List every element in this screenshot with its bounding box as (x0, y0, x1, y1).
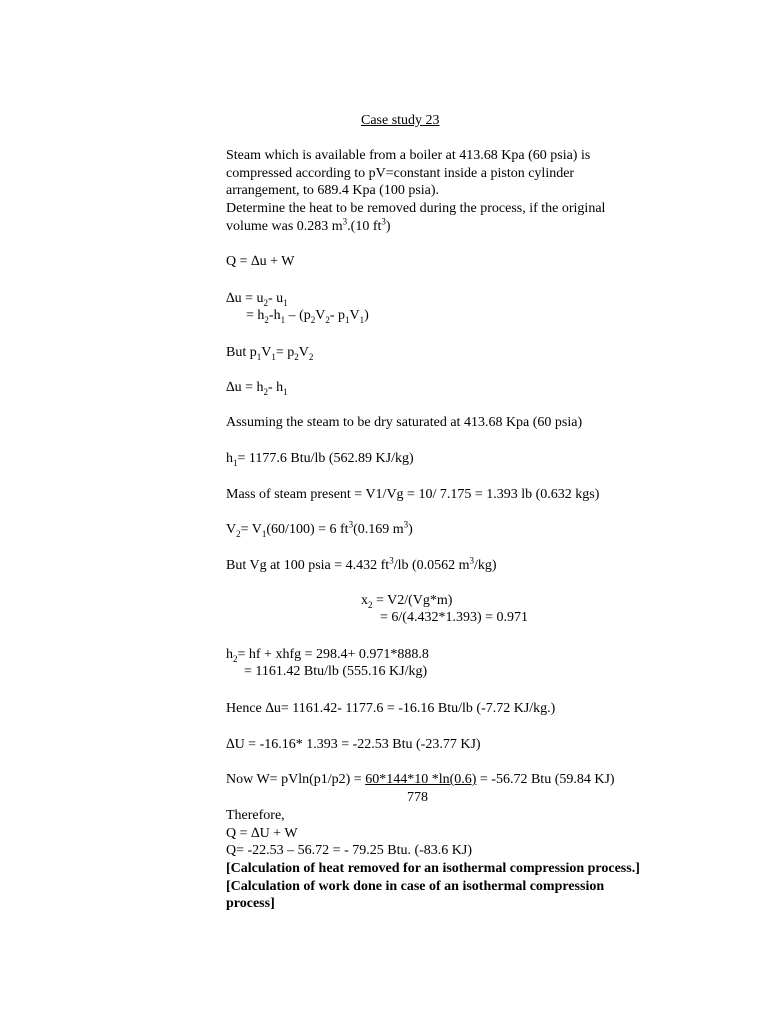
equation-work: Now W= pVln(p1/p2) = 60*144*10 *ln(0.6) = -56.72 Btu (59.84 KJ) (226, 772, 615, 787)
equation-du-expanded: = $h_2-h_1 - (p_2V_2-$ $p_1V_1$) (246, 308, 369, 325)
equation-but: But $p_1V_1= p_2V_2$ (226, 345, 314, 362)
problem-line-2: compressed according to pV=constant inside a piston cylinder (226, 166, 575, 181)
problem-line-3: arrangement, to 689.4 Kpa (100 psia). (226, 183, 440, 198)
problem-line-1: Steam which is available from a boiler at 413.68 Kpa (60 psia) is (226, 148, 591, 163)
note-work: [Calculation of work done in case of an isothermal compression (226, 879, 605, 894)
equation-q-result: Q= -22.53 – 56.72 = - 79.25 Btu. (-83.6 KJ) (226, 843, 472, 858)
equation-du-total: ∆U = -16.16* 1.393 = -22.53 Btu (-23.77 KJ) (226, 737, 481, 752)
equation-q: Q = ∆u + W (226, 254, 295, 269)
hence-text: Hence ∆u= 1161.42- 1177.6 = -16.16 Btu/lb (-7.72 KJ/kg.) (226, 701, 556, 716)
note-work-end: process] (226, 896, 275, 911)
work-numerator: 60*144*10 *ln(0.6) (365, 772, 477, 787)
work-denominator: 778 (407, 790, 428, 805)
problem-line-4: Determine the heat to be removed during the process, if the original (226, 201, 606, 216)
equation-du-2: $\Delta u = h_2-$ $h_1$ (226, 380, 288, 397)
equation-x2-value: = 6/(4.432*1.393) = 0.971 (380, 610, 529, 625)
equation-vg: But Vg at 100 psia = 4.432 $ft^3/lb$ (0.0562 $m^3/kg$) (226, 555, 497, 573)
assumption-text: Assuming the steam to be dry saturated at 413.68 Kpa (60 psia) (226, 415, 583, 430)
equation-du: $\Delta u = u_2-$ $u_1$ (226, 291, 288, 308)
therefore-text: Therefore, (226, 808, 285, 823)
page-title: Case study 23 (361, 113, 440, 128)
equation-q-final: Q = ∆U + W (226, 826, 298, 841)
equation-h2-value: = 1161.42 Btu/lb (555.16 KJ/kg) (244, 664, 428, 679)
note-heat: [Calculation of heat removed for an isothermal compression process.] (226, 861, 640, 876)
equation-h2: $h_2=$ hf + xhfg = 298.4+ 0.971*888.8 (226, 647, 429, 664)
equation-x2: $x_2 = V2/(Vg*m)$ (361, 593, 453, 610)
mass-text: Mass of steam present = V1/Vg = 10/ 7.175 = 1.393 lb (0.632 kgs) (226, 487, 600, 502)
equation-h1: $h_1= 1177.6$ Btu/lb (562.89 KJ/kg) (226, 451, 414, 468)
equation-v2: $V_2= V_1(60/100) = 6$ $ft^3(0.169$ $m^3$) (226, 519, 413, 539)
problem-line-5: volume was 0.283 $m^3.(10$ $ft^3$) (226, 216, 391, 234)
